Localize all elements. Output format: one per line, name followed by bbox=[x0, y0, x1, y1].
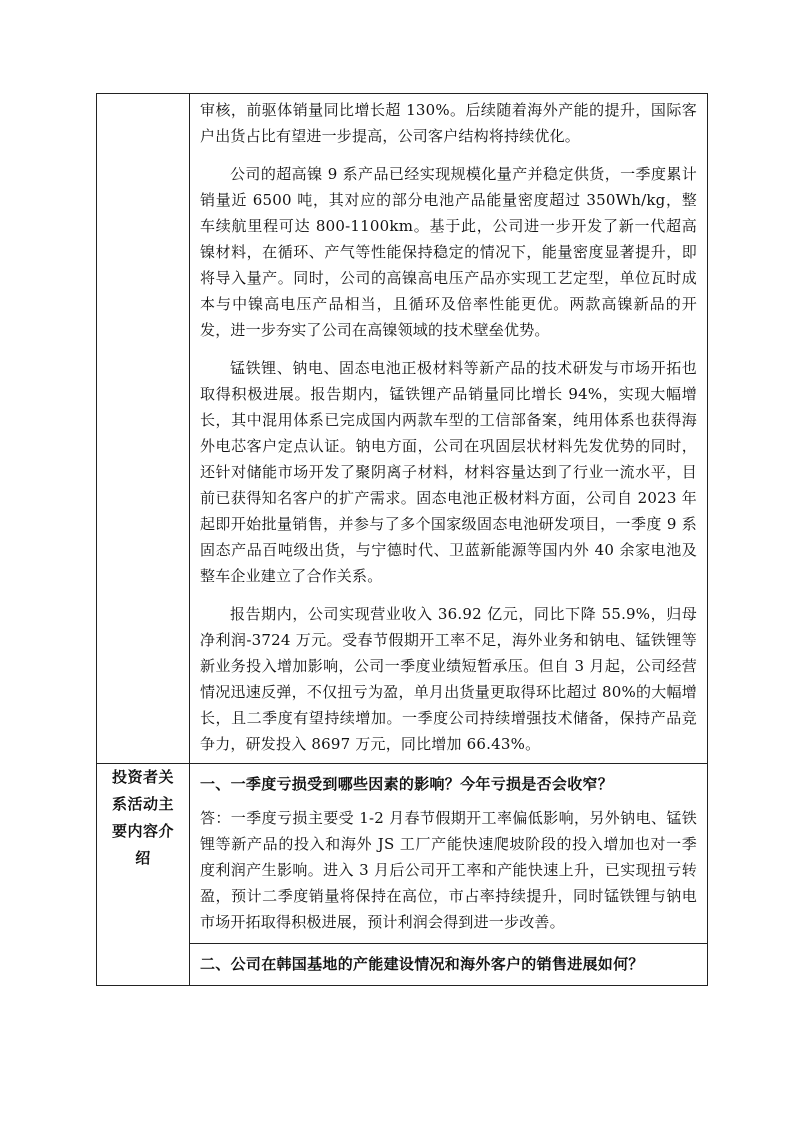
paragraph-financials: 报告期内，公司实现营业收入 36.92 亿元，同比下降 55.9%，归母净利润-3724 万元。受春节假期开工率不足，海外业务和钠电、锰铁锂等新业务投入增加影响，公司一季度业绩短暂承压。但自 3 月起，公司经营情况迅速反弹，不仅扭亏为盈，单月出货量更取得环比超过 80%的大幅增长，且二季度有望持续增加。一季度公司持续增强技术储备，保持产品竞争力，研发投入 8697 万元，同比增加 66.43%。 bbox=[200, 605, 697, 753]
document-table bbox=[96, 93, 708, 986]
question-1: 一、一季度亏损受到哪些因素的影响？今年亏损是否会收窄？ bbox=[200, 775, 614, 793]
table-row bbox=[97, 764, 708, 986]
qa-cell bbox=[190, 764, 708, 986]
paragraph-continued: 审核，前驱体销量同比增长超 130%。后续随着海外产能的提升，国际客户出货占比有望进一步提高，公司客户结构将持续优化。 bbox=[200, 101, 697, 145]
paragraph-high-nickel: 公司的超高镍 9 系产品已经实现规模化量产并稳定供货，一季度累计销量近 6500 吨，其对应的部分电池产品能量密度超过 350Wh/kg，整车续航里程可达 800-1100km。基于此，公司进一步开发了新一代超高镍材料，在循环、产气等性能保持稳定的情况下，能量密度显著提升，即将导入量产。同时，公司的高镍高电压产品亦实现工艺定型，单位瓦时成本与中镍高电压产品相当，且循环及倍率性能更优。两款高镍新品的开发，进一步夯实了公司在高镍领域的技术壁垒优势。 bbox=[200, 165, 697, 339]
table-row bbox=[97, 94, 708, 764]
question-2: 二、公司在韩国基地的产能建设情况和海外客户的销售进展如何？ bbox=[190, 943, 707, 985]
label-cell-empty bbox=[97, 94, 190, 764]
label-cell bbox=[97, 764, 190, 986]
content-cell bbox=[190, 94, 708, 764]
answer-1: 答：一季度亏损主要受 1-2 月春节假期开工率偏低影响，另外钠电、锰铁锂等新产品的投入和海外 JS 工厂产能快速爬坡阶段的投入增加也对一季度利润产生影响。进入 3 月后公司开工率和产能快速上升，已实现扭亏转盈，预计二季度销量将保持在高位，市占率持续提升，同时锰铁锂与钠电市场开拓取得积极进展，预计利润会得到进一步改善。 bbox=[200, 809, 697, 931]
row-label: 投资者关系活动主要内容介绍 bbox=[111, 768, 174, 867]
paragraph-new-products: 锰铁锂、钠电、固态电池正极材料等新产品的技术研发与市场开拓也取得积极进展。报告期内，锰铁锂产品销量同比增长 94%，实现大幅增长，其中混用体系已完成国内两款车型的工信部备案，纯用体系也获得海外电芯客户定点认证。钠电方面，公司在巩固层状材料先发优势的同时，还针对储能市场开发了聚阴离子材料，材料容量达到了行业一流水平，目前已获得知名客户的扩产需求。固态电池正极材料方面，公司自 2023 年起即开始批量销售，并参与了多个国家级固态电池研发项目，一季度 9 系固态产品百吨级出货，与宁德时代、卫蓝新能源等国内外 40 余家电池及整车企业建立了合作关系。 bbox=[200, 359, 697, 585]
